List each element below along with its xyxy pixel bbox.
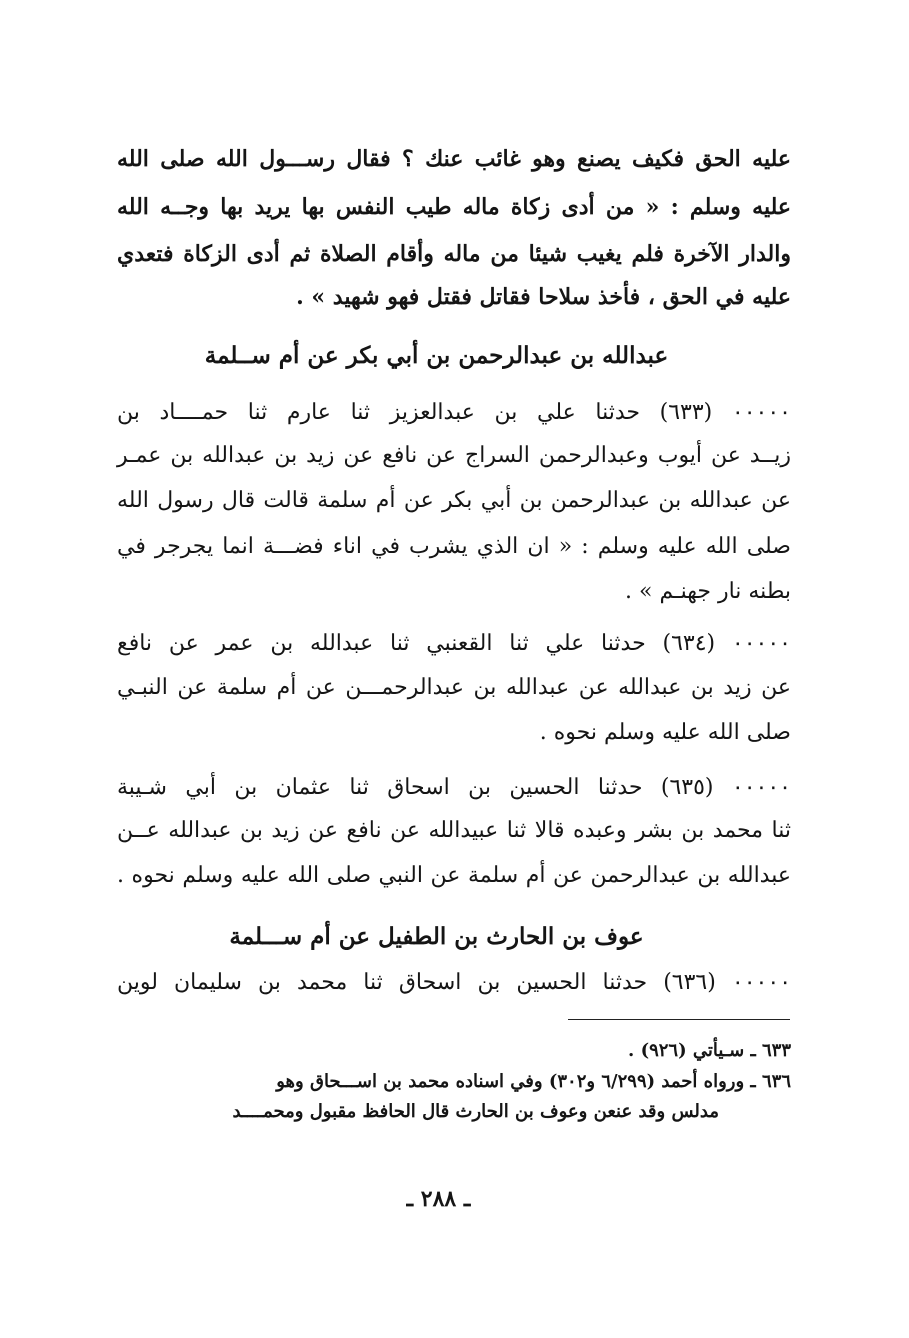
- hadith-634-line-3: صلى الله عليه وسلم نحوه .: [539, 720, 791, 745]
- hadith-633-line-4: صلى الله عليه وسلم : « ان الذي يشرب في اناء فضـــة انما يجرجر في: [117, 534, 791, 559]
- hadith-635-line-1: ٠٠٠٠٠ (٦٣٥) حدثنا الحسين بن اسحاق ثنا عثمان بن أبي شـيبة: [117, 775, 791, 800]
- page-number: [0, 1184, 909, 1214]
- section-heading-text: عبدالله بن عبدالرحمن بن أبي بكر عن أم ســلمة: [204, 342, 669, 369]
- hadith-633-line-5: بطنه نار جهنـم » .: [625, 579, 791, 604]
- hadith-635-line-2: ثنا محمد بن بشر وعبده قالا ثنا عبيدالله عن نافع عن زيد بن عبدالله عــن: [117, 818, 791, 843]
- footnote-636-line-1: ٦٣٦ ـ ورواه أحمد (٦/٢٩٩ و٣٠٢) وفي اسناده محمد بن اســـحاق وهو: [276, 1071, 791, 1092]
- hadith-633-line-1: ٠٠٠٠٠ (٦٣٣) حدثنا علي بن عبدالعزيز ثنا عارم ثنا حمــــاد بن: [117, 400, 791, 425]
- hadith-633-line-3: عن عبدالله بن عبدالرحمن بن أبي بكر عن أم سلمة قالت قال رسول الله: [117, 488, 791, 513]
- intro-line-1: عليه الحق فكيف يصنع وهو غائب عنك ؟ فقال رســـول الله صلى الله: [117, 146, 791, 172]
- section-heading: [0, 920, 909, 954]
- section-heading: [0, 339, 909, 373]
- intro-line-4: عليه في الحق ، فأخذ سلاحا فقاتل فقتل فهو شهيد » .: [296, 284, 791, 310]
- intro-line-2: عليه وسلم : « من أدى زكاة ماله طيب النفس بها يريد بها وجــه الله: [117, 194, 791, 220]
- footnote-separator: [568, 1019, 790, 1020]
- hadith-635-line-3: عبدالله بن عبدالرحمن عن أم سلمة عن النبي صلى الله عليه وسلم نحوه .: [117, 863, 791, 888]
- section-heading-text: عوف بن الحارث بن الطفيل عن أم ســـلمة: [229, 923, 644, 950]
- page-number-text: ـ ٢٨٨ ـ: [406, 1186, 471, 1212]
- hadith-634-line-1: ٠٠٠٠٠ (٦٣٤) حدثنا علي ثنا القعنبي ثنا عبدالله بن عمر عن نافع: [117, 631, 791, 656]
- footnote-633: ٦٣٣ ـ سـيأتي (٩٢٦) .: [628, 1040, 791, 1061]
- hadith-636-line-1: ٠٠٠٠٠ (٦٣٦) حدثنا الحسين بن اسحاق ثنا محمد بن سليمان لوين: [117, 970, 792, 995]
- footnote-636-line-2: مدلس وقد عنعن وعوف بن الحارث قال الحافظ مقبول ومحمــــد: [232, 1101, 719, 1122]
- hadith-633-line-2: زيــد عن أيوب وعبدالرحمن السراج عن نافع عن زيد بن عبدالله بن عمـر: [117, 443, 791, 468]
- intro-line-3: والدار الآخرة فلم يغيب شيئا من ماله وأقام الصلاة ثم أدى الزكاة فتعدي: [117, 241, 791, 267]
- hadith-634-line-2: عن زيد بن عبدالله عن عبدالله بن عبدالرحمـــن عن أم سلمة عن النبـي: [117, 675, 791, 700]
